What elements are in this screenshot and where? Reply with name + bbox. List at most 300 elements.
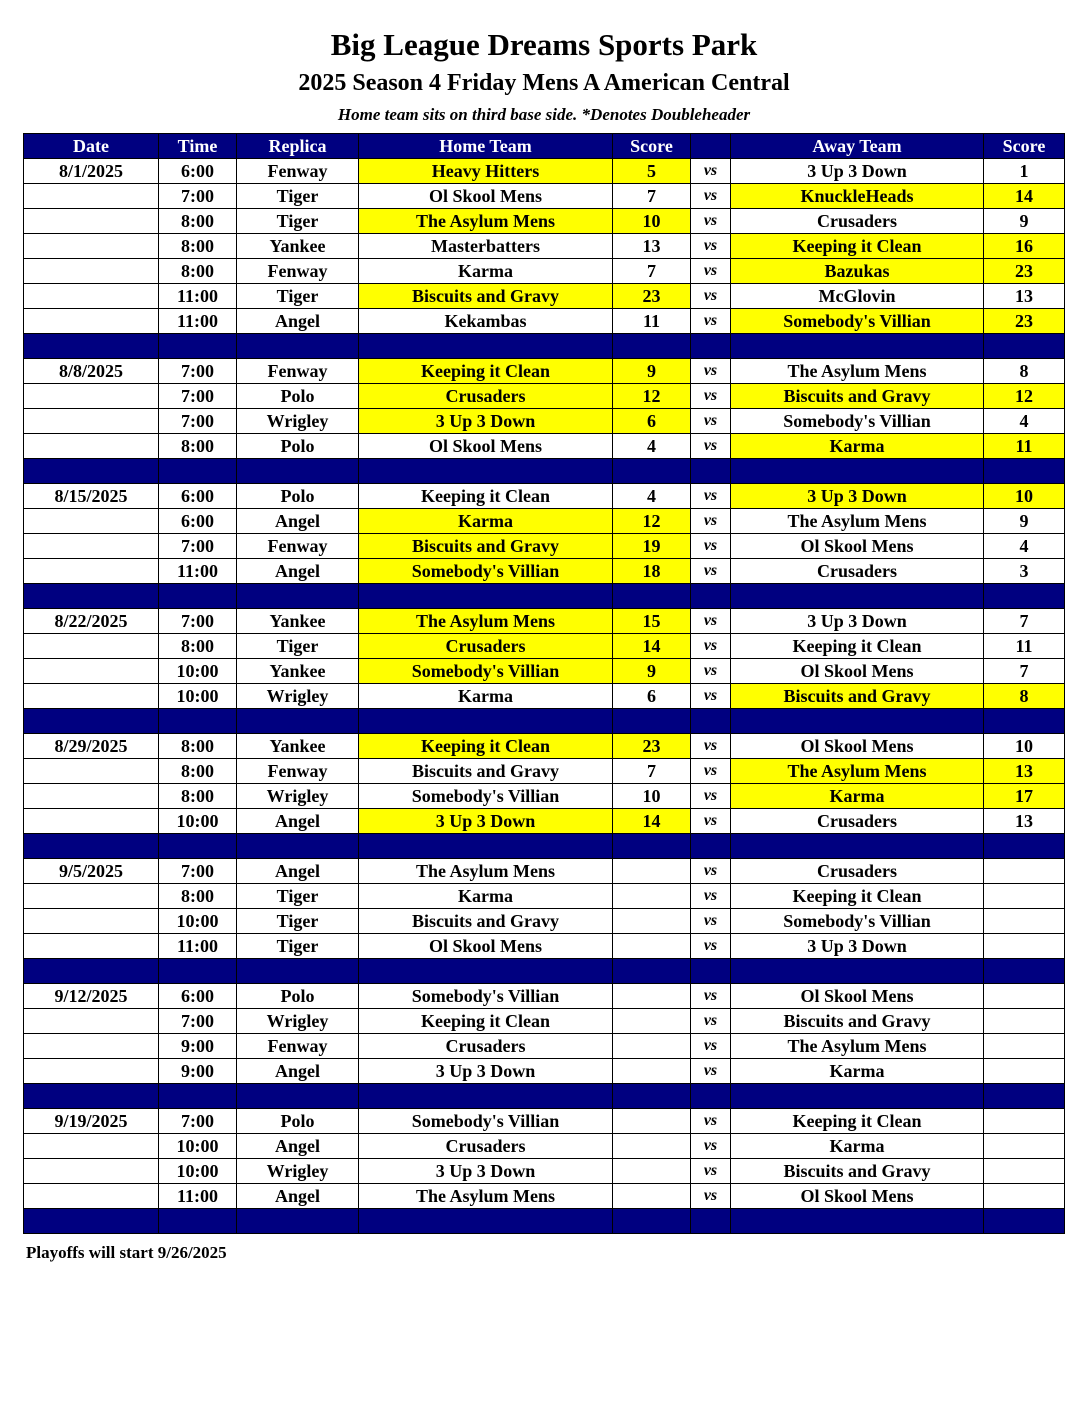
home-team-cell: Crusaders (359, 384, 613, 409)
table-row (24, 759, 1065, 784)
date-cell (24, 809, 159, 834)
field-cell: Polo (237, 484, 359, 509)
schedule-body (24, 159, 1065, 1234)
vs-cell: vs (691, 884, 731, 909)
separator-cell (159, 334, 237, 359)
time-cell: 8:00 (159, 759, 237, 784)
vs-cell: vs (691, 784, 731, 809)
table-row (24, 434, 1065, 459)
separator-cell (691, 959, 731, 984)
away-score-cell (984, 909, 1065, 934)
home-score-cell (613, 1109, 691, 1134)
page-title: Big League Dreams Sports Park (330, 27, 758, 62)
time-cell: 6:00 (159, 159, 237, 184)
home-score-cell: 23 (613, 284, 691, 309)
time-cell: 7:00 (159, 384, 237, 409)
table-row (24, 859, 1065, 884)
col-header-date: Date (24, 134, 159, 159)
time-cell: 10:00 (159, 684, 237, 709)
home-score-cell: 4 (613, 484, 691, 509)
separator-cell (359, 709, 613, 734)
table-row (24, 1134, 1065, 1159)
time-cell: 7:00 (159, 1009, 237, 1034)
home-score-cell (613, 984, 691, 1009)
away-team-cell: Biscuits and Gravy (731, 384, 984, 409)
time-cell: 6:00 (159, 509, 237, 534)
field-cell: Angel (237, 1134, 359, 1159)
table-row (24, 509, 1065, 534)
away-score-cell: 8 (984, 359, 1065, 384)
away-team-cell: Karma (731, 1059, 984, 1084)
week-separator-row (24, 1084, 1065, 1109)
separator-cell (984, 334, 1065, 359)
home-team-cell: The Asylum Mens (359, 609, 613, 634)
schedule-table (23, 133, 1065, 1234)
away-team-cell: Ol Skool Mens (731, 984, 984, 1009)
away-team-cell: Ol Skool Mens (731, 1184, 984, 1209)
home-team-cell: Biscuits and Gravy (359, 759, 613, 784)
field-cell: Wrigley (237, 1159, 359, 1184)
separator-cell (691, 709, 731, 734)
table-row (24, 309, 1065, 334)
separator-cell (731, 1084, 984, 1109)
vs-cell: vs (691, 484, 731, 509)
field-cell: Angel (237, 1184, 359, 1209)
table-row (24, 884, 1065, 909)
separator-cell (359, 959, 613, 984)
date-cell (24, 559, 159, 584)
date-cell (24, 509, 159, 534)
table-row (24, 259, 1065, 284)
date-cell (24, 1009, 159, 1034)
separator-cell (613, 709, 691, 734)
separator-cell (237, 334, 359, 359)
away-score-cell: 4 (984, 409, 1065, 434)
vs-cell: vs (691, 259, 731, 284)
date-cell: 8/29/2025 (24, 734, 159, 759)
separator-cell (159, 834, 237, 859)
separator-cell (613, 1084, 691, 1109)
away-team-cell: Ol Skool Mens (731, 534, 984, 559)
home-team-cell: Karma (359, 684, 613, 709)
date-cell (24, 784, 159, 809)
field-cell: Wrigley (237, 409, 359, 434)
home-score-cell: 5 (613, 159, 691, 184)
field-cell: Fenway (237, 1034, 359, 1059)
table-row (24, 534, 1065, 559)
separator-cell (159, 459, 237, 484)
separator-cell (613, 1209, 691, 1234)
home-score-cell: 7 (613, 759, 691, 784)
home-team-cell: 3 Up 3 Down (359, 1059, 613, 1084)
separator-cell (24, 709, 159, 734)
away-score-cell: 16 (984, 234, 1065, 259)
time-cell: 8:00 (159, 234, 237, 259)
field-cell: Angel (237, 1059, 359, 1084)
home-team-cell: The Asylum Mens (359, 209, 613, 234)
table-row (24, 159, 1065, 184)
field-cell: Fenway (237, 359, 359, 384)
separator-cell (159, 959, 237, 984)
table-row (24, 284, 1065, 309)
away-score-cell: 13 (984, 284, 1065, 309)
date-cell: 8/8/2025 (24, 359, 159, 384)
date-cell (24, 909, 159, 934)
away-team-cell: Somebody's Villian (731, 409, 984, 434)
home-score-cell (613, 934, 691, 959)
col-header-home-score: Score (613, 134, 691, 159)
week-separator-row (24, 584, 1065, 609)
home-score-cell: 9 (613, 659, 691, 684)
separator-cell (159, 584, 237, 609)
away-team-cell: 3 Up 3 Down (731, 484, 984, 509)
date-cell (24, 434, 159, 459)
time-cell: 8:00 (159, 209, 237, 234)
time-cell: 8:00 (159, 884, 237, 909)
field-cell: Angel (237, 559, 359, 584)
away-score-cell (984, 1109, 1065, 1134)
table-row (24, 909, 1065, 934)
separator-cell (24, 959, 159, 984)
date-cell (24, 259, 159, 284)
vs-cell: vs (691, 1109, 731, 1134)
away-team-cell: Crusaders (731, 209, 984, 234)
home-score-cell: 6 (613, 684, 691, 709)
separator-cell (984, 709, 1065, 734)
separator-cell (24, 834, 159, 859)
away-score-cell: 23 (984, 259, 1065, 284)
field-cell: Angel (237, 309, 359, 334)
home-team-cell: Biscuits and Gravy (359, 284, 613, 309)
away-score-cell (984, 1134, 1065, 1159)
vs-cell: vs (691, 609, 731, 634)
separator-cell (691, 459, 731, 484)
field-cell: Tiger (237, 209, 359, 234)
away-score-cell: 11 (984, 634, 1065, 659)
vs-cell: vs (691, 384, 731, 409)
away-team-cell: Crusaders (731, 809, 984, 834)
separator-cell (691, 584, 731, 609)
vs-cell: vs (691, 509, 731, 534)
away-team-cell: Keeping it Clean (731, 884, 984, 909)
vs-cell: vs (691, 409, 731, 434)
home-team-cell: The Asylum Mens (359, 1184, 613, 1209)
separator-cell (359, 834, 613, 859)
away-score-cell (984, 1059, 1065, 1084)
time-cell: 11:00 (159, 309, 237, 334)
separator-cell (731, 834, 984, 859)
separator-cell (984, 459, 1065, 484)
away-team-cell: Crusaders (731, 559, 984, 584)
field-cell: Yankee (237, 734, 359, 759)
date-cell (24, 1134, 159, 1159)
vs-cell: vs (691, 1059, 731, 1084)
date-cell: 9/19/2025 (24, 1109, 159, 1134)
separator-cell (359, 1084, 613, 1109)
away-team-cell: 3 Up 3 Down (731, 609, 984, 634)
away-score-cell: 9 (984, 509, 1065, 534)
table-row (24, 1109, 1065, 1134)
vs-cell: vs (691, 859, 731, 884)
field-cell: Polo (237, 434, 359, 459)
vs-cell: vs (691, 534, 731, 559)
time-cell: 9:00 (159, 1034, 237, 1059)
home-team-cell: Keeping it Clean (359, 484, 613, 509)
away-score-cell: 11 (984, 434, 1065, 459)
home-score-cell: 19 (613, 534, 691, 559)
home-team-cell: Biscuits and Gravy (359, 534, 613, 559)
home-team-cell: Karma (359, 509, 613, 534)
date-cell (24, 284, 159, 309)
date-cell: 9/5/2025 (24, 859, 159, 884)
table-row (24, 984, 1065, 1009)
away-score-cell: 7 (984, 659, 1065, 684)
home-score-cell (613, 1134, 691, 1159)
home-score-cell (613, 909, 691, 934)
away-team-cell: Crusaders (731, 859, 984, 884)
vs-cell: vs (691, 809, 731, 834)
table-row (24, 409, 1065, 434)
week-separator-row (24, 459, 1065, 484)
field-cell: Tiger (237, 284, 359, 309)
separator-cell (237, 459, 359, 484)
week-separator-row (24, 709, 1065, 734)
table-row (24, 209, 1065, 234)
vs-cell: vs (691, 284, 731, 309)
time-cell: 11:00 (159, 934, 237, 959)
week-separator-row (24, 1209, 1065, 1234)
home-score-cell: 18 (613, 559, 691, 584)
away-team-cell: Karma (731, 434, 984, 459)
week-separator-row (24, 959, 1065, 984)
vs-cell: vs (691, 159, 731, 184)
table-row (24, 1034, 1065, 1059)
vs-cell: vs (691, 634, 731, 659)
away-score-cell (984, 1034, 1065, 1059)
separator-cell (237, 709, 359, 734)
field-cell: Wrigley (237, 1009, 359, 1034)
home-score-cell (613, 1059, 691, 1084)
date-cell (24, 234, 159, 259)
field-cell: Wrigley (237, 684, 359, 709)
field-cell: Tiger (237, 634, 359, 659)
date-cell: 8/1/2025 (24, 159, 159, 184)
away-score-cell: 4 (984, 534, 1065, 559)
home-score-cell: 12 (613, 509, 691, 534)
time-cell: 6:00 (159, 984, 237, 1009)
separator-cell (24, 1084, 159, 1109)
time-cell: 7:00 (159, 1109, 237, 1134)
home-team-cell: Crusaders (359, 1034, 613, 1059)
date-cell: 9/12/2025 (24, 984, 159, 1009)
time-cell: 8:00 (159, 259, 237, 284)
field-cell: Fenway (237, 159, 359, 184)
away-score-cell (984, 884, 1065, 909)
time-cell: 9:00 (159, 1059, 237, 1084)
separator-cell (613, 834, 691, 859)
time-cell: 10:00 (159, 1134, 237, 1159)
vs-cell: vs (691, 659, 731, 684)
table-row (24, 809, 1065, 834)
field-cell: Fenway (237, 259, 359, 284)
table-header-row (24, 134, 1065, 159)
table-row (24, 1159, 1065, 1184)
schedule-note: Home team sits on third base side. *Denotes Doubleheader (337, 105, 751, 124)
home-score-cell (613, 1034, 691, 1059)
date-cell (24, 634, 159, 659)
home-team-cell: Keeping it Clean (359, 359, 613, 384)
vs-cell: vs (691, 359, 731, 384)
separator-cell (731, 334, 984, 359)
away-score-cell: 3 (984, 559, 1065, 584)
separator-cell (237, 834, 359, 859)
separator-cell (613, 459, 691, 484)
home-team-cell: The Asylum Mens (359, 859, 613, 884)
separator-cell (691, 834, 731, 859)
separator-cell (731, 459, 984, 484)
field-cell: Angel (237, 509, 359, 534)
vs-cell: vs (691, 684, 731, 709)
away-score-cell: 13 (984, 759, 1065, 784)
time-cell: 11:00 (159, 1184, 237, 1209)
home-score-cell: 15 (613, 609, 691, 634)
away-score-cell (984, 1009, 1065, 1034)
field-cell: Yankee (237, 609, 359, 634)
home-team-cell: Crusaders (359, 1134, 613, 1159)
home-score-cell: 7 (613, 259, 691, 284)
field-cell: Tiger (237, 184, 359, 209)
table-row (24, 234, 1065, 259)
time-cell: 7:00 (159, 534, 237, 559)
separator-cell (237, 1084, 359, 1109)
home-score-cell: 11 (613, 309, 691, 334)
vs-cell: vs (691, 309, 731, 334)
separator-cell (731, 959, 984, 984)
table-row (24, 484, 1065, 509)
home-team-cell: Somebody's Villian (359, 659, 613, 684)
home-score-cell: 10 (613, 209, 691, 234)
separator-cell (731, 584, 984, 609)
away-team-cell: Keeping it Clean (731, 634, 984, 659)
home-team-cell: 3 Up 3 Down (359, 809, 613, 834)
separator-cell (237, 1209, 359, 1234)
separator-cell (359, 1209, 613, 1234)
away-team-cell: The Asylum Mens (731, 359, 984, 384)
separator-cell (984, 1084, 1065, 1109)
home-score-cell: 6 (613, 409, 691, 434)
away-score-cell (984, 1159, 1065, 1184)
away-team-cell: Somebody's Villian (731, 909, 984, 934)
away-score-cell (984, 934, 1065, 959)
home-score-cell (613, 859, 691, 884)
time-cell: 10:00 (159, 909, 237, 934)
home-score-cell: 14 (613, 634, 691, 659)
separator-cell (691, 334, 731, 359)
field-cell: Tiger (237, 934, 359, 959)
field-cell: Angel (237, 809, 359, 834)
away-team-cell: Keeping it Clean (731, 1109, 984, 1134)
time-cell: 8:00 (159, 434, 237, 459)
away-team-cell: Keeping it Clean (731, 234, 984, 259)
home-score-cell: 23 (613, 734, 691, 759)
vs-cell: vs (691, 1009, 731, 1034)
date-cell (24, 409, 159, 434)
vs-cell: vs (691, 734, 731, 759)
separator-cell (24, 334, 159, 359)
home-score-cell: 9 (613, 359, 691, 384)
away-score-cell: 12 (984, 384, 1065, 409)
away-team-cell: The Asylum Mens (731, 759, 984, 784)
field-cell: Fenway (237, 759, 359, 784)
away-score-cell: 1 (984, 159, 1065, 184)
home-score-cell: 4 (613, 434, 691, 459)
time-cell: 8:00 (159, 784, 237, 809)
table-row (24, 384, 1065, 409)
table-row (24, 634, 1065, 659)
table-row (24, 359, 1065, 384)
home-score-cell: 13 (613, 234, 691, 259)
separator-cell (159, 709, 237, 734)
away-team-cell: Bazukas (731, 259, 984, 284)
table-row (24, 684, 1065, 709)
col-header-home-team: Home Team (359, 134, 613, 159)
home-score-cell: 12 (613, 384, 691, 409)
table-row (24, 1009, 1065, 1034)
home-team-cell: 3 Up 3 Down (359, 409, 613, 434)
vs-cell: vs (691, 1034, 731, 1059)
away-team-cell: 3 Up 3 Down (731, 934, 984, 959)
date-cell (24, 1034, 159, 1059)
vs-cell: vs (691, 209, 731, 234)
home-score-cell (613, 1159, 691, 1184)
separator-cell (159, 1084, 237, 1109)
table-row (24, 1184, 1065, 1209)
field-cell: Polo (237, 1109, 359, 1134)
vs-cell: vs (691, 184, 731, 209)
date-cell (24, 1059, 159, 1084)
away-team-cell: Karma (731, 1134, 984, 1159)
vs-cell: vs (691, 1184, 731, 1209)
away-score-cell: 10 (984, 734, 1065, 759)
home-team-cell: Ol Skool Mens (359, 184, 613, 209)
separator-cell (691, 1084, 731, 1109)
vs-cell: vs (691, 1159, 731, 1184)
home-team-cell: Ol Skool Mens (359, 434, 613, 459)
playoffs-note: Playoffs will start 9/26/2025 (26, 1243, 227, 1262)
col-header-vs (691, 134, 731, 159)
separator-cell (984, 834, 1065, 859)
time-cell: 11:00 (159, 559, 237, 584)
separator-cell (24, 459, 159, 484)
away-team-cell: Somebody's Villian (731, 309, 984, 334)
home-team-cell: Somebody's Villian (359, 784, 613, 809)
separator-cell (984, 584, 1065, 609)
date-cell (24, 684, 159, 709)
separator-cell (237, 584, 359, 609)
separator-cell (359, 459, 613, 484)
home-team-cell: Kekambas (359, 309, 613, 334)
col-header-away-score: Score (984, 134, 1065, 159)
time-cell: 7:00 (159, 859, 237, 884)
away-team-cell: Biscuits and Gravy (731, 1009, 984, 1034)
field-cell: Tiger (237, 909, 359, 934)
vs-cell: vs (691, 1134, 731, 1159)
separator-cell (613, 959, 691, 984)
away-score-cell: 10 (984, 484, 1065, 509)
field-cell: Yankee (237, 234, 359, 259)
home-team-cell: Karma (359, 884, 613, 909)
date-cell (24, 884, 159, 909)
